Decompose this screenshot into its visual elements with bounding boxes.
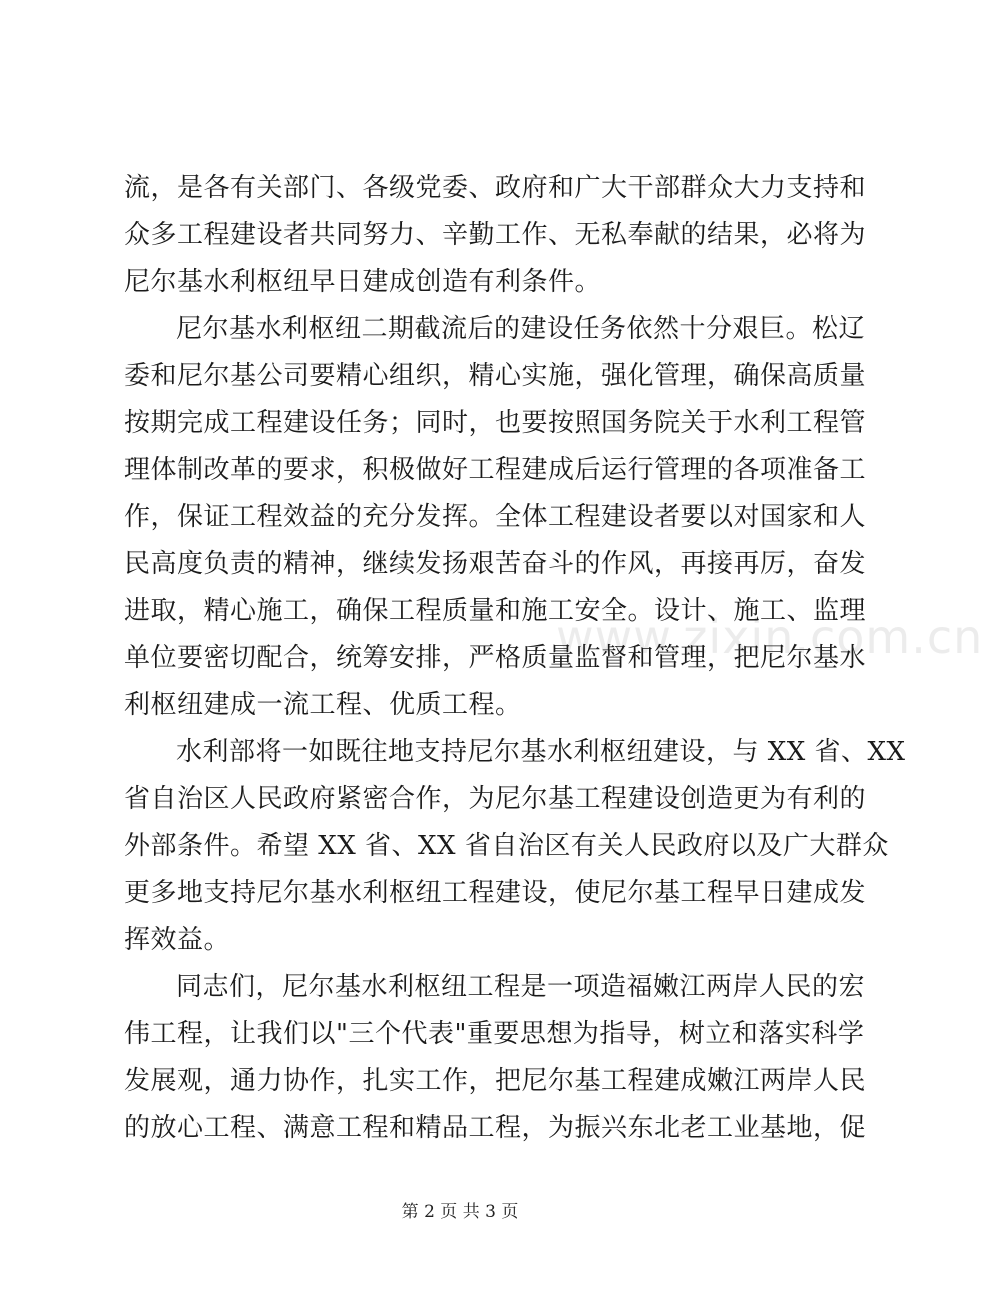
- paragraph-4-line-1: 同志们，尼尔基水利枢纽工程是一项造福嫩江两岸人民的宏: [176, 972, 866, 1002]
- paragraph-2-line-8: 单位要密切配合，统筹安排，严格质量监督和管理，把尼尔基水: [124, 643, 867, 673]
- paragraph-3-line-2: 省自治区人民政府紧密合作，为尼尔基工程建设创造更为有利的: [124, 784, 867, 814]
- paragraph-2-line-3: 按期完成工程建设任务；同时，也要按照国务院关于水利工程管: [124, 408, 867, 438]
- paragraph-4-line-4: 的放心工程、满意工程和精品工程，为振兴东北老工业基地，促: [124, 1113, 867, 1143]
- paragraph-4-line-2: 伟工程，让我们以"三个代表"重要思想为指导，树立和落实科学: [124, 1019, 865, 1049]
- paragraph-2-line-4: 理体制改革的要求，积极做好工程建成后运行管理的各项准备工: [124, 455, 867, 485]
- paragraph-2-line-7: 进取，精心施工，确保工程质量和施工安全。设计、施工、监理: [124, 596, 867, 626]
- paragraph-3-line-4: 更多地支持尼尔基水利枢纽工程建设，使尼尔基工程早日建成发: [124, 878, 867, 908]
- paragraph-2-line-6: 民高度负责的精神，继续发扬艰苦奋斗的作风，再接再厉，奋发: [124, 549, 867, 579]
- paragraph-1-line-3: 尼尔基水利枢纽早日建成创造有利条件。: [124, 267, 602, 297]
- watermark: www.zixin.com.cn: [556, 610, 983, 664]
- paragraph-3-line-3: 外部条件。希望 XX 省、XX 省自治区有关人民政府以及广大群众: [124, 831, 889, 861]
- paragraph-2-line-2: 委和尼尔基公司要精心组织，精心实施，强化管理，确保高质量: [124, 361, 867, 391]
- paragraph-1-line-2: 众多工程建设者共同努力、辛勤工作、无私奉献的结果，必将为: [124, 220, 867, 250]
- paragraph-2-line-9: 利枢纽建成一流工程、优质工程。: [124, 690, 522, 720]
- paragraph-1-line-1: 流，是各有关部门、各级党委、政府和广大干部群众大力支持和: [124, 173, 867, 203]
- paragraph-2-line-1: 尼尔基水利枢纽二期截流后的建设任务依然十分艰巨。松辽: [176, 314, 866, 344]
- paragraph-3-line-5: 挥效益。: [124, 925, 231, 955]
- paragraph-3-line-1: 水利部将一如既往地支持尼尔基水利枢纽建设，与 XX 省、XX: [176, 737, 906, 767]
- page-number-footer: 第 2 页 共 3 页: [401, 1202, 519, 1222]
- paragraph-4-line-3: 发展观，通力协作，扎实工作，把尼尔基工程建成嫩江两岸人民: [124, 1066, 867, 1096]
- paragraph-2-line-5: 作，保证工程效益的充分发挥。全体工程建设者要以对国家和人: [124, 502, 867, 532]
